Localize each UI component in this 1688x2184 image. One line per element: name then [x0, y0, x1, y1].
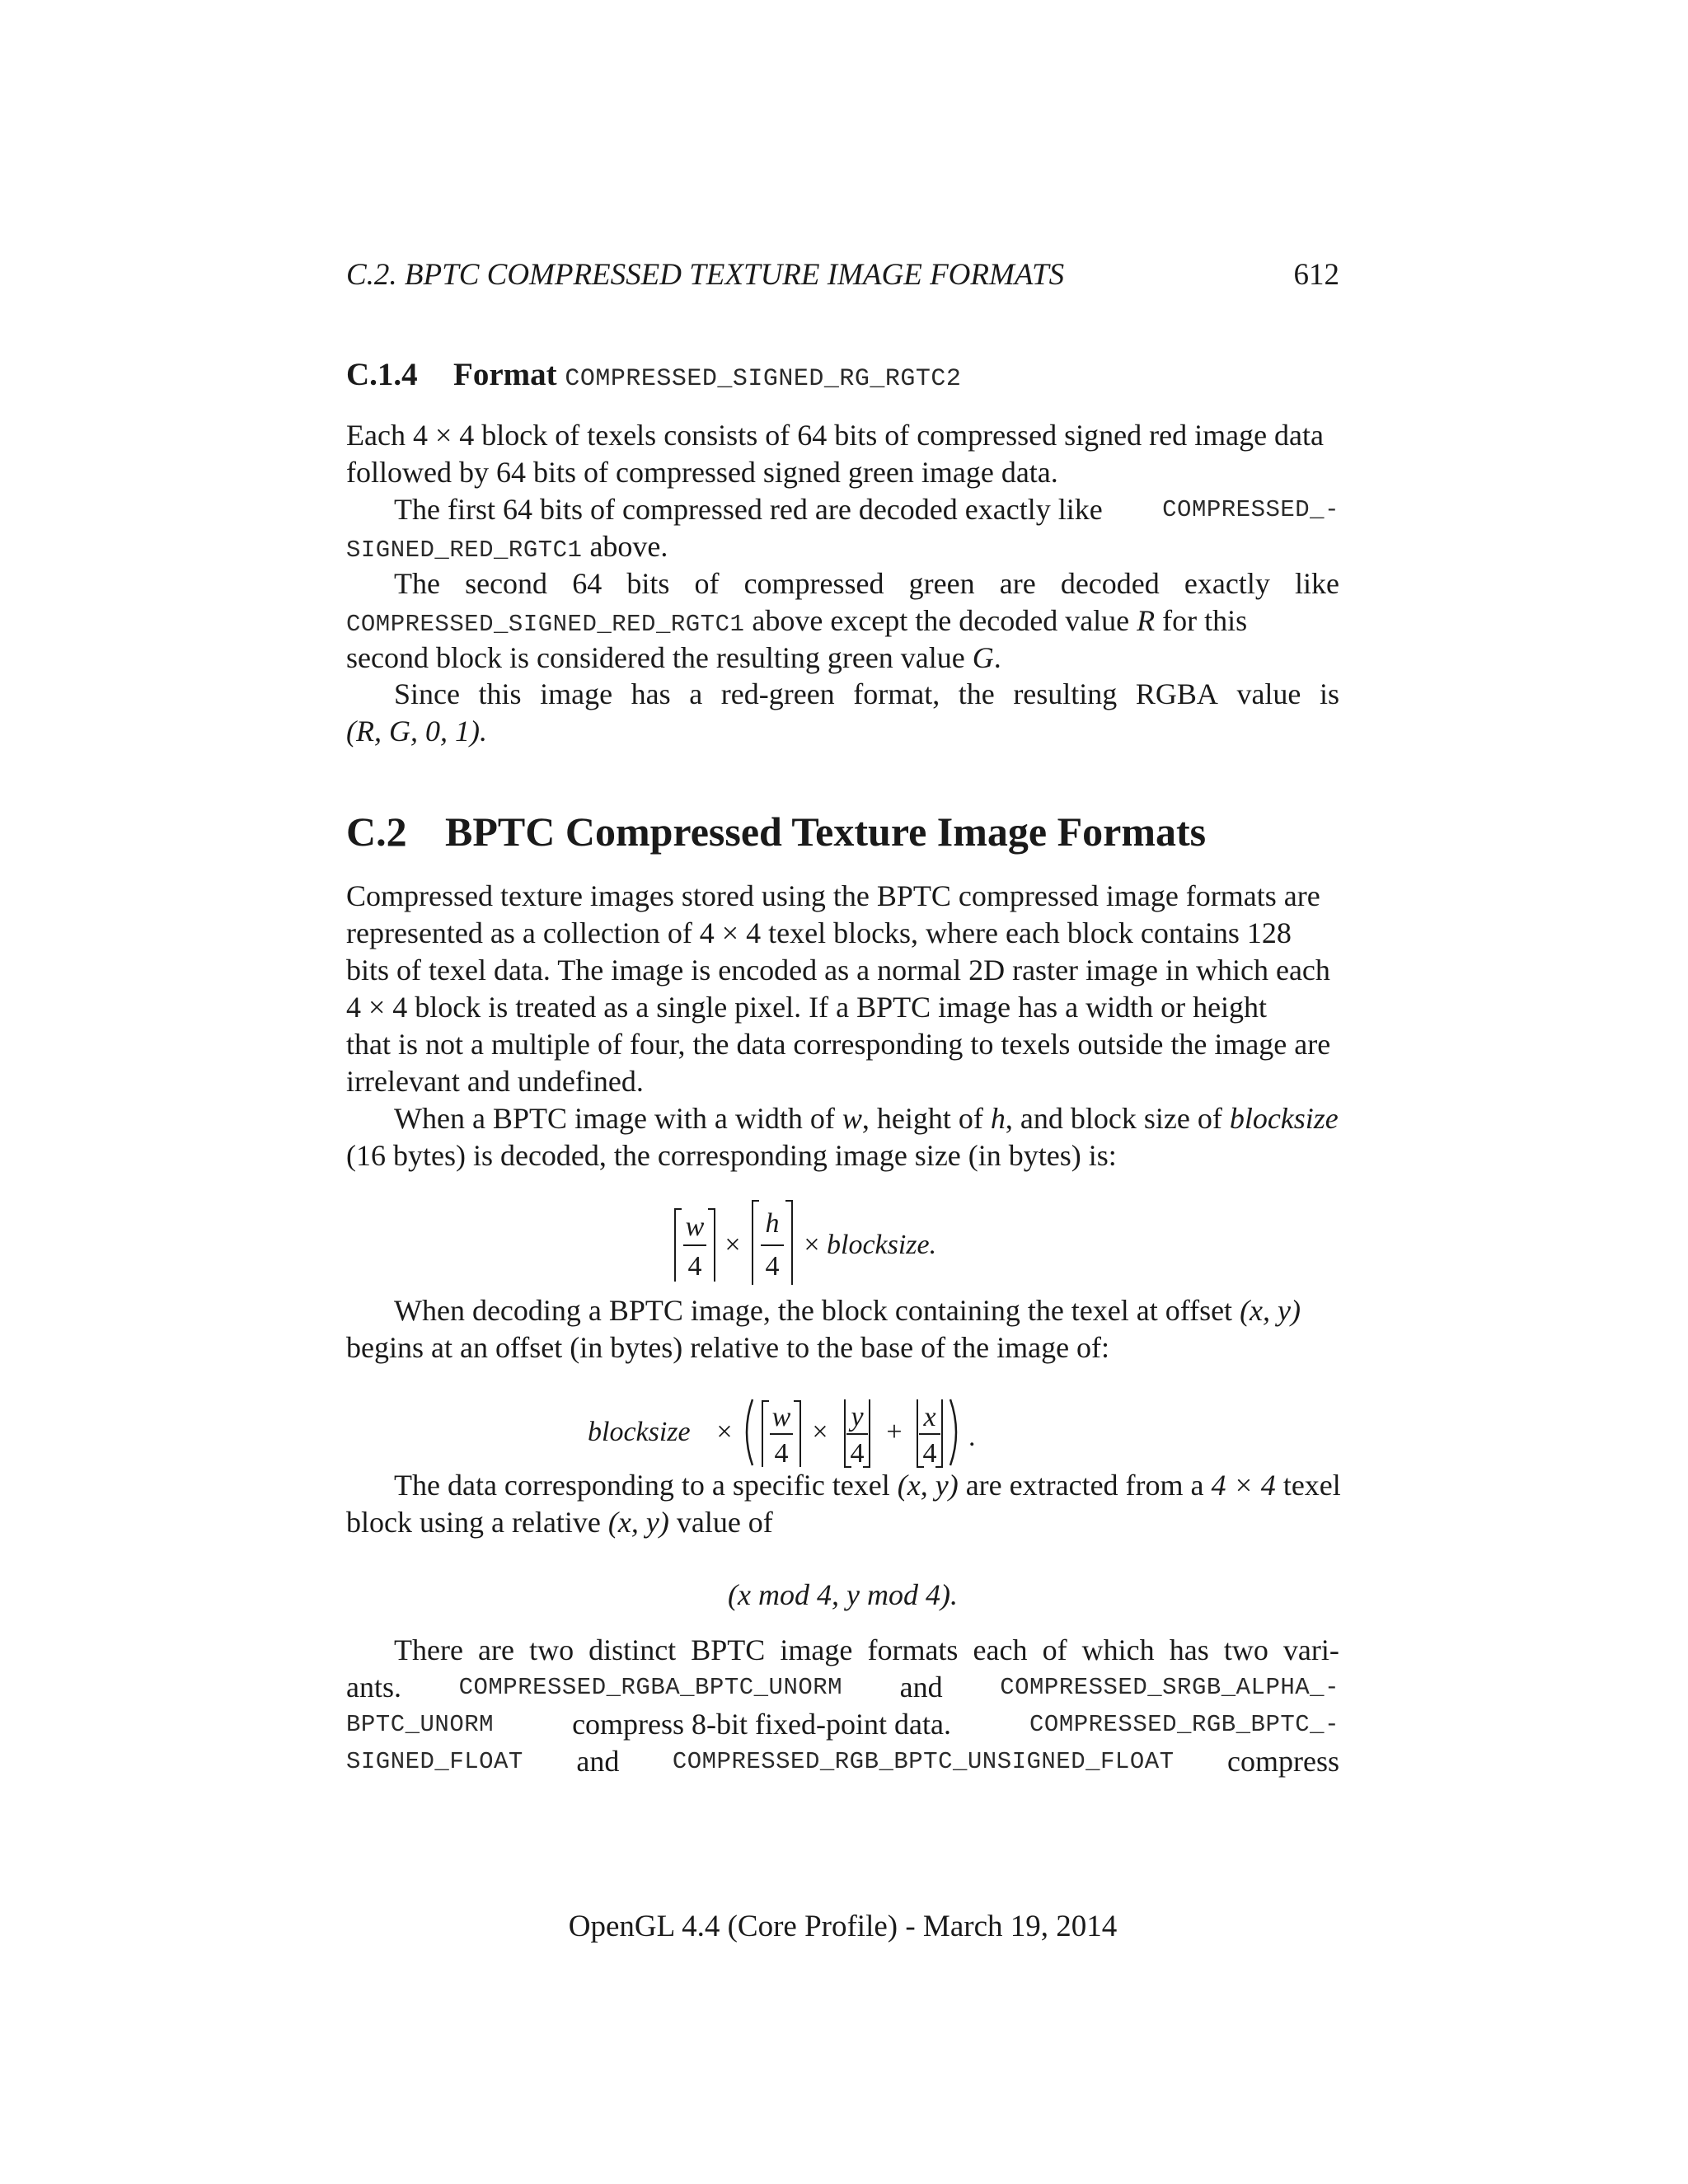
word: this: [478, 677, 522, 710]
paragraph-rg-intro: [346, 417, 1339, 491]
word: bits: [626, 567, 670, 600]
word: exactly: [1184, 567, 1270, 600]
word: vari-: [1282, 1633, 1339, 1666]
word: 64: [572, 567, 603, 600]
text-span: block using a relative: [346, 1506, 608, 1539]
code-span: SIGNED_FLOAT: [346, 1748, 523, 1775]
blocksize-term: blocksize.: [826, 1230, 936, 1260]
right-paren-icon: [950, 1399, 956, 1465]
running-header: [346, 257, 1339, 297]
code-span: SIGNED_RED_RGTC1: [346, 537, 583, 564]
word: of: [694, 567, 720, 600]
code-span: COMPRESSED_SRGB_ALPHA_-: [1000, 1674, 1339, 1701]
paragraph-block-offset: [346, 1292, 1339, 1366]
word: two: [529, 1633, 574, 1666]
equation-block-offset: [346, 1391, 1339, 1474]
word: The: [394, 567, 440, 600]
fraction-denominator: 4: [850, 1438, 864, 1469]
code-span: COMPRESSED_RGB_BPTC_UNSIGNED_FLOAT: [672, 1748, 1175, 1775]
fraction-numerator-w: w: [771, 1402, 790, 1432]
text-line: begins at an offset (in bytes) relative to the base of the image of:: [346, 1331, 1110, 1364]
fraction-denominator: 4: [765, 1251, 779, 1282]
text-span: .: [993, 641, 1001, 674]
word: of: [1042, 1633, 1067, 1666]
word: each: [973, 1633, 1028, 1666]
text-span: value of: [668, 1506, 773, 1539]
text-line: [346, 1632, 1339, 1669]
page-number: 612: [1293, 258, 1339, 292]
math-var: blocksize: [1229, 1102, 1339, 1135]
text-span: are extracted from a: [958, 1469, 1212, 1502]
text-line: [346, 602, 1339, 640]
paragraph-red-decoding: [346, 491, 1339, 565]
math-span: (x, y): [897, 1469, 959, 1502]
word: red-green: [720, 677, 835, 710]
math-var: h: [990, 1102, 1006, 1135]
text-line: Compressed texture images stored using the BPTC compressed image formats are: [346, 879, 1320, 912]
left-paren-icon: [747, 1399, 753, 1465]
word: green: [908, 567, 975, 600]
word: There: [394, 1633, 463, 1666]
text-span: texel: [1275, 1469, 1341, 1502]
text-span: When decoding a BPTC image, the block containing the texel at offset: [394, 1294, 1240, 1327]
text-line: [346, 1100, 1339, 1137]
text-line: represented as a collection of 4 × 4 texel blocks, where each block contains 128: [346, 916, 1292, 949]
text-line: [346, 565, 1339, 602]
code-span: COMPRESSED_SIGNED_RED_RGTC1: [346, 611, 745, 638]
paragraph-rgba-value: [346, 676, 1339, 750]
text-span: and: [899, 1671, 943, 1704]
text-line: [346, 1292, 1339, 1329]
text-span: , height of: [861, 1102, 991, 1135]
text-line: [346, 1669, 1339, 1706]
text-line: followed by 64 bits of compressed signed green image data.: [346, 456, 1058, 489]
equation-block-offset-svg: [588, 1391, 1099, 1474]
text-span: , and block size of: [1005, 1102, 1230, 1135]
text-span: When a BPTC image with a width of: [394, 1102, 842, 1135]
equation-image-size-svg: [670, 1199, 1016, 1290]
word: like: [1294, 567, 1339, 600]
word: resulting: [1013, 677, 1118, 710]
text-span: second block is considered the resulting green value: [346, 641, 973, 674]
times-symbol: ×: [803, 1230, 820, 1260]
times-symbol: ×: [715, 1417, 733, 1447]
text-span: The first 64 bits of compressed red are decoded exactly like: [394, 493, 1103, 526]
fraction-numerator-w: w: [685, 1212, 704, 1242]
document-page: [346, 0, 1339, 2184]
word: value: [1236, 677, 1301, 710]
text-span: above except the decoded value: [744, 604, 1137, 637]
word: format,: [853, 677, 940, 710]
times-symbol: ×: [811, 1417, 828, 1447]
text-line: [346, 640, 1339, 677]
code-span: COMPRESSED_RGB_BPTC_-: [1029, 1711, 1339, 1738]
page-footer: OpenGL 4.4 (Core Profile) - March 19, 2014: [568, 1910, 1118, 1943]
text-span: compress 8-bit fixed-point data.: [572, 1708, 951, 1741]
paragraph-bptc-intro: [346, 878, 1339, 1100]
text-span: for this: [1155, 604, 1248, 637]
text-line: [346, 676, 1339, 713]
math-span: (x, y): [1240, 1294, 1301, 1327]
code-span: COMPRESSED_RGBA_BPTC_UNORM: [458, 1674, 843, 1701]
word: image: [540, 677, 613, 710]
text-line: [346, 528, 1339, 565]
math-var: R: [1137, 604, 1156, 637]
section-title: BPTC Compressed Texture Image Formats: [445, 808, 1207, 855]
word: are: [478, 1633, 514, 1666]
paragraph-texel-extract: [346, 1467, 1339, 1541]
text-span: above.: [582, 530, 668, 563]
text-line: Each 4 × 4 block of texels consists of 64 bits of compressed signed red image data: [346, 419, 1325, 452]
text-line: [346, 1467, 1339, 1504]
word: has: [631, 677, 671, 710]
math-line: (R, G, 0, 1).: [346, 715, 487, 748]
text-line: 4 × 4 block is treated as a single pixel. If a BPTC image has a width or height: [346, 991, 1268, 1024]
paragraph-image-size: [346, 1100, 1339, 1174]
word: decoded: [1060, 567, 1160, 600]
section-number: C.2: [346, 808, 407, 855]
word: are: [999, 567, 1036, 600]
fraction-numerator-h: h: [765, 1208, 779, 1239]
math-span: (x, y): [607, 1506, 669, 1539]
text-span: ants.: [346, 1671, 401, 1704]
text-span: The data corresponding to a specific texel: [394, 1469, 898, 1502]
times-symbol: ×: [724, 1230, 741, 1260]
text-line: (16 bytes) is decoded, the corresponding image size (in bytes) is:: [346, 1139, 1117, 1172]
word: two: [1223, 1633, 1268, 1666]
running-header-title: C.2. BPTC COMPRESSED TEXTURE IMAGE FORMATS: [346, 258, 1065, 292]
text-line: irrelevant and undefined.: [346, 1065, 644, 1098]
math-var: G: [972, 641, 994, 674]
word: Since: [394, 677, 460, 710]
fraction-denominator: 4: [774, 1438, 788, 1469]
subsection-format-word: Format: [453, 357, 557, 392]
text-line: [346, 1504, 1339, 1541]
equation-relative-texel: (x mod 4, y mod 4).: [728, 1578, 958, 1611]
word: is: [1319, 677, 1339, 710]
blocksize-term: blocksize: [587, 1417, 691, 1447]
fraction-numerator-y: y: [850, 1402, 864, 1432]
equation-period: .: [968, 1422, 975, 1452]
code-span: BPTC_UNORM: [346, 1711, 495, 1738]
text-line: [346, 1706, 1339, 1743]
equation-image-size: [346, 1199, 1339, 1290]
math-var: w: [842, 1102, 862, 1135]
code-span: COMPRESSED_-: [1162, 496, 1339, 523]
math-span: 4 × 4: [1211, 1469, 1276, 1502]
word: BPTC: [691, 1633, 766, 1666]
fraction-numerator-x: x: [922, 1402, 936, 1432]
text-line: bits of texel data. The image is encoded as a normal 2D raster image in which each: [346, 954, 1330, 987]
text-line: [346, 1743, 1339, 1780]
fraction-denominator: 4: [922, 1438, 936, 1469]
word: distinct: [588, 1633, 677, 1666]
word: a: [689, 677, 703, 710]
word: which: [1081, 1633, 1155, 1666]
subsection-heading: [346, 356, 961, 393]
subsection-format-code: COMPRESSED_SIGNED_RG_RGTC2: [565, 365, 962, 393]
section-heading: [346, 808, 1206, 855]
word: second: [465, 567, 548, 600]
word: image: [780, 1633, 853, 1666]
text-span: compress: [1227, 1745, 1339, 1778]
paragraph-format-variants: [346, 1632, 1339, 1780]
word: formats: [867, 1633, 959, 1666]
fraction-denominator: 4: [687, 1251, 701, 1282]
word: compressed: [743, 567, 884, 600]
subsection-number: C.1.4: [346, 357, 418, 392]
word: the: [958, 677, 995, 710]
paragraph-green-decoding: [346, 565, 1339, 677]
word: has: [1169, 1633, 1209, 1666]
text-span: and: [576, 1745, 620, 1778]
word: RGBA: [1135, 677, 1218, 710]
plus-symbol: +: [885, 1417, 903, 1447]
text-line: that is not a multiple of four, the data corresponding to texels outside the image are: [346, 1028, 1331, 1061]
text-line: [346, 491, 1339, 528]
